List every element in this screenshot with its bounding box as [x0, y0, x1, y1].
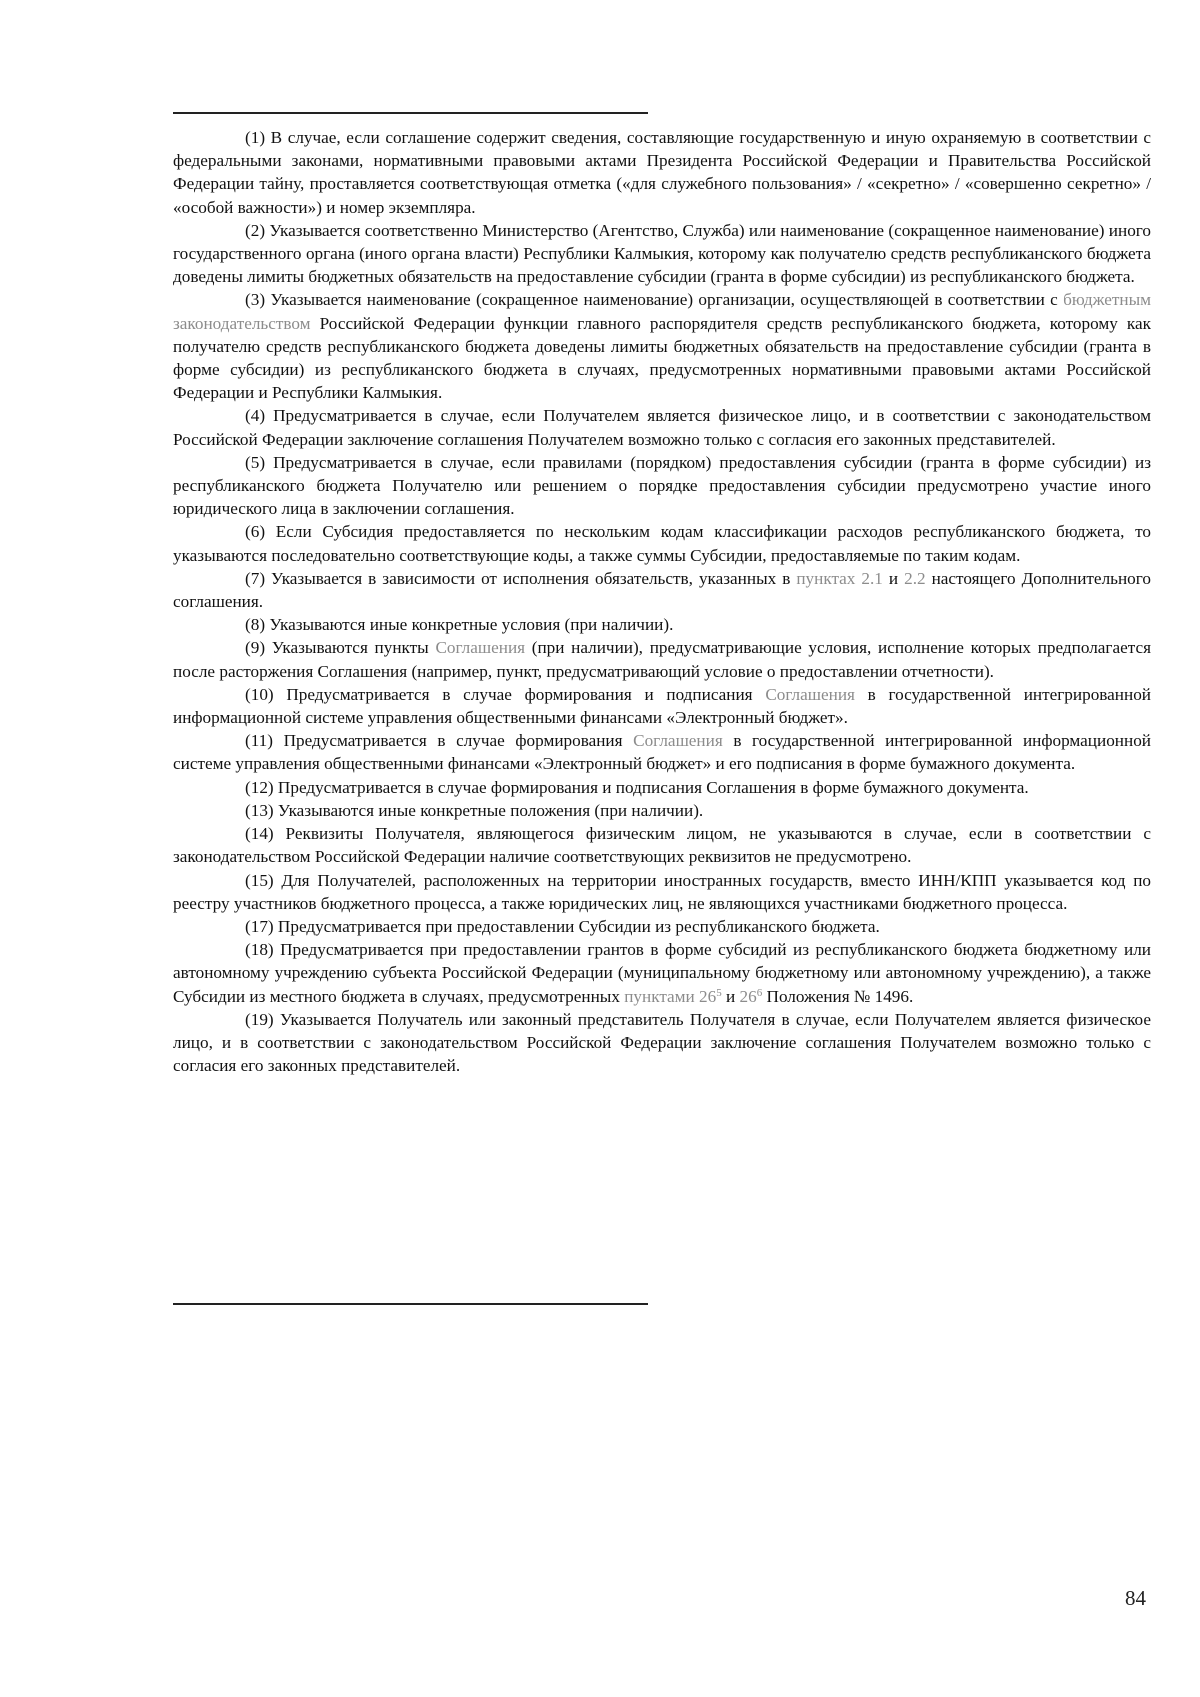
footnote-n1 [173, 126, 1151, 219]
footnote-n12 [173, 776, 1151, 799]
footnote-n14 [173, 822, 1151, 868]
footnote-separator-bottom [173, 1303, 648, 1305]
footnote-text: (18) Предусматривается при предоставлении грантов в форме субсидий из республиканского бюджета бюджетному или автономному учреждению субъекта Российской Федерации (муниципальному бюджетному или автономному учреждению), а также Субсидии из местного бюджета в случаях, предусмотренных [173, 940, 1151, 1006]
page-number: 84 [1125, 1586, 1146, 1610]
footnote-text: Российской Федерации функции главного распорядителя средств республиканского бюджета, которому как получателю средств республиканского бюджета доведены лимиты бюджетных обязательств на предоставление субсидии (гранта в форме субсидии) из республиканского бюджета в случаях, предусмотренных нормативными правовыми актами Российской Федерации и Республики Калмыкия. [173, 313, 1151, 403]
footnote-n5 [173, 451, 1151, 521]
footnote-text: (6) Если Субсидия предоставляется по нескольким кодам классификации расходов республиканского бюджета, то указываются последовательно соответствующие коды, а также суммы Субсидии, предоставляемые по таким кодам. [173, 522, 1151, 565]
footnote-n11 [173, 729, 1151, 775]
footnote-text: (10) Предусматривается в случае формирования и подписания [245, 684, 766, 704]
reference-link[interactable]: 6 [756, 986, 763, 999]
footnote-n6 [173, 520, 1151, 566]
footnote-text: (19) Указывается Получатель или законный представитель Получателя в случае, если Получателем является физическое лицо, и в соответствии с законодательством Российской Федерации заключение соглашения Получателем возможно только с согласия его законных представителей. [173, 1009, 1151, 1076]
footnote-n15 [173, 869, 1151, 915]
footnote-n8 [173, 613, 1151, 636]
reference-link[interactable]: Соглашения [435, 638, 526, 658]
footnote-n13 [173, 799, 1151, 822]
footnote-text: (9) Указываются пункты [245, 638, 436, 658]
footnote-n19 [173, 1008, 1151, 1078]
footnote-text: и [721, 986, 740, 1006]
reference-link[interactable]: пунктами 26 [624, 986, 717, 1006]
footnote-text: (1) В случае, если соглашение содержит сведения, составляющие государственную и иную охраняемую в соответствии с федеральными законами, нормативными правовыми актами Президента Российской Федерации и Правительства Российской Федерации тайну, проставляется соответствующая отметка («для служебного пользования» / «секретно» / «совершенно секретно» / «особой важности») и номер экземпляра. [173, 128, 1151, 217]
footnote-text: (12) Предусматривается в случае формирования и подписания Соглашения в форме бумажного документа. [245, 777, 1029, 797]
reference-link[interactable]: 2.2 [904, 568, 926, 588]
footnote-n17 [173, 915, 1151, 938]
footnote-text: (15) Для Получателей, расположенных на территории иностранных государств, вместо ИНН/КПП указывается код по реестру участников бюджетного процесса, а также юридических лиц, не являющихся участниками бюджетного процесса. [173, 870, 1151, 913]
footnote-text: (8) Указываются иные конкретные условия (при наличии). [245, 615, 674, 635]
footnote-n18 [173, 938, 1151, 1008]
footnote-text: (5) Предусматривается в случае, если правилами (порядком) предоставления субсидии (гранта в форме субсидии) из республиканского бюджета Получателю или решением о порядке предоставления субсидии предусмотрено участие иного юридического лица в заключении соглашения. [173, 452, 1151, 519]
reference-link[interactable]: 26 [739, 986, 757, 1006]
footnotes-block [173, 126, 1151, 1077]
footnote-text: (11) Предусматривается в случае формирования [245, 731, 634, 751]
footnote-text: (3) Указывается наименование (сокращенное наименование) организации, осуществляющей в соответствии с [245, 290, 1064, 310]
reference-link[interactable]: бюджетным законодательством [173, 290, 1151, 333]
footnote-n2 [173, 219, 1151, 289]
reference-link[interactable]: Соглашения [633, 731, 723, 751]
footnote-text: (2) Указывается соответственно Министерство (Агентство, Служба) или наименование (сокращенное наименование) иного государственного органа (иного органа власти) Республики Калмыкия, которому как получателю средств республиканского бюджета доведены лимиты бюджетных обязательств на предоставление субсидии (гранта в форме субсидии) из республиканского бюджета. [173, 220, 1151, 287]
footnote-separator-top [173, 112, 648, 114]
footnote-text: (17) Предусматривается при предоставлении Субсидии из республиканского бюджета. [245, 916, 880, 936]
footnote-text: в государственной интегрированной информационной системе управления общественными финансами «Электронный бюджет» и его подписания в форме бумажного документа. [173, 731, 1151, 774]
reference-link[interactable]: Соглашения [765, 684, 855, 704]
footnote-text: (4) Предусматривается в случае, если Получателем является физическое лицо, и в соответствии с законодательством Российской Федерации заключение соглашения Получателем возможно только с согласия его законных представителей. [173, 406, 1151, 449]
footnote-text: (при наличии), предусматривающие условия, исполнение которых предполагается после расторжения Соглашения (например, пункт, предусматривающий условие о предоставлении отчетности). [173, 638, 1151, 681]
footnote-text: и [882, 568, 905, 588]
footnote-text: (7) Указывается в зависимости от исполнения обязательств, указанных в [245, 568, 797, 588]
reference-link[interactable]: 5 [716, 986, 722, 999]
footnote-n4 [173, 404, 1151, 450]
footnote-text: (13) Указываются иные конкретные положения (при наличии). [245, 800, 704, 820]
footnote-text: Положения № 1496. [762, 986, 914, 1006]
footnote-text: (14) Реквизиты Получателя, являющегося физическим лицом, не указываются в случае, если в соответствии с законодательством Российской Федерации наличие соответствующих реквизитов не предусмотрено. [173, 824, 1151, 867]
footnote-n10 [173, 683, 1151, 729]
footnote-n7 [173, 567, 1151, 613]
reference-link[interactable]: пунктах 2.1 [796, 568, 883, 588]
footnote-text: настоящего Дополнительного соглашения. [173, 568, 1151, 612]
footnote-n9 [173, 636, 1151, 682]
footnote-n3 [173, 288, 1151, 404]
footnote-text: в государственной интегрированной информационной системе управления общественными финансами «Электронный бюджет». [173, 684, 1151, 728]
